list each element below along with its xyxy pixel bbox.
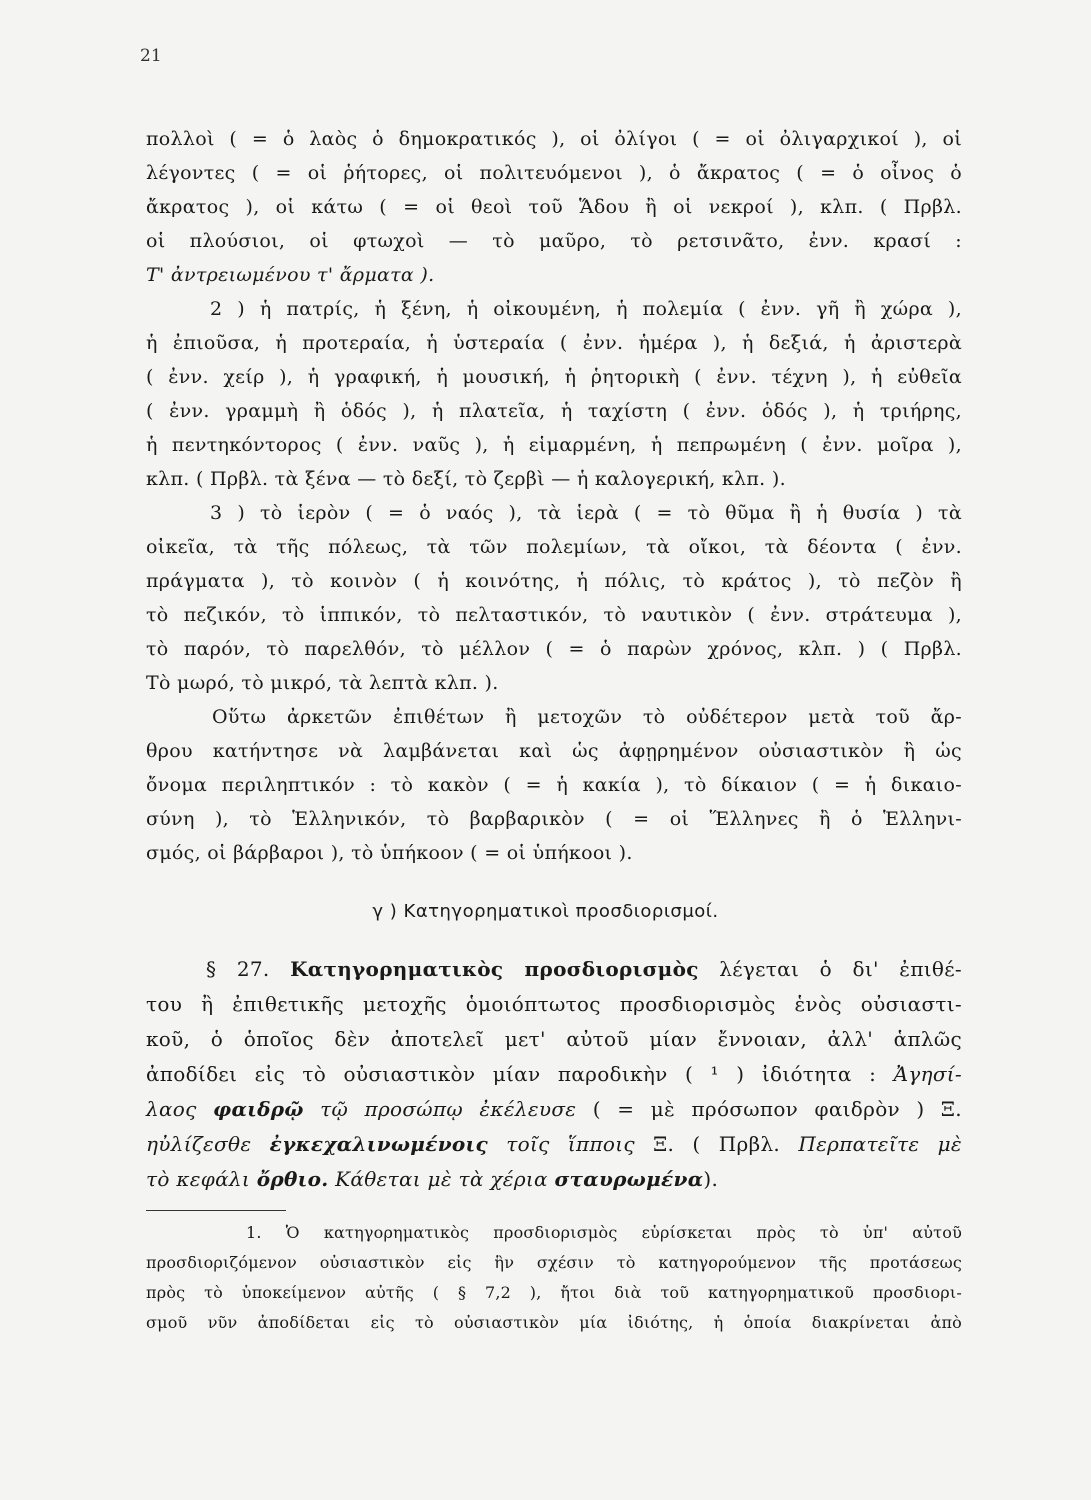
text-line: ἡ ἐπιοῦσα, ἡ προτεραία, ἡ ὑστεραία ( ἐνν. ἡμέρα ), ἡ δεξιά, ἡ ἀριστερὰ [146, 332, 962, 354]
text-line: οἱ πλούσιοι, οἱ φτωχοὶ — τὸ μαῦρο, τὸ ρετσινᾶτο, ἐνν. κρασί : [146, 230, 962, 252]
text-span: Κάθεται μὲ τὰ χέρια [335, 1167, 548, 1191]
text-line: του ἢ ἐπιθετικῆς μετοχῆς ὁμοιόπτωτος προσδιορισμὸς ἑνὸς οὐσιαστι- [146, 992, 962, 1016]
body-text [146, 122, 962, 870]
footnote-line: πρὸς τὸ ὑποκείμενον αὐτῆς ( § 7,2 ), ἤτοι διὰ τοῦ κατηγορηματικοῦ προσδιορι- [146, 1283, 962, 1302]
text-line: πράγματα ), τὸ κοινὸν ( ἡ κοινότης, ἡ πόλις, τὸ κράτος ), τὸ πεζὸν ἢ [146, 570, 962, 592]
text-span: τοῖς ἵπποις [506, 1132, 635, 1156]
footnote [146, 1218, 962, 1338]
text-line: Τ' ἀντρειωμένου τ' ἄρματα ). [146, 264, 435, 286]
text-line [146, 1162, 962, 1197]
text-line: πολλοὶ ( = ὁ λαὸς ὁ δημοκρατικός ), οἱ ὀλίγοι ( = οἱ ὀλιγαρχικοί ), οἱ [146, 128, 962, 150]
footnote-line: σμοῦ νῦν ἀποδίδεται εἰς τὸ οὐσιαστικὸν μία ἰδιότης, ἡ ὁποία διακρίνεται ἀπὸ [146, 1313, 962, 1332]
text-line: 2 ) ἡ πατρίς, ἡ ξένη, ἡ οἰκουμένη, ἡ πολεμία ( ἐνν. γῆ ἢ χώρα ), [210, 298, 962, 320]
text-line: κλπ. ( Πρβλ. τὰ ξένα — τὸ δεξί, τὸ ζερβὶ — ἡ καλογερική, κλπ. ). [146, 468, 786, 490]
page-number: 21 [140, 46, 162, 66]
text-span: τῷ προσώπῳ ἐκέλευσε [320, 1097, 577, 1121]
text-span: λέγεται ὁ δι' ἐπιθέ- [719, 957, 962, 981]
text-span: τὸ κεφάλι [146, 1167, 251, 1191]
text-line: Τὸ μωρό, τὸ μικρό, τὰ λεπτὰ κλπ. ). [146, 672, 499, 694]
text-line: ἄκρατος ), οἱ κάτω ( = οἱ θεοὶ τοῦ Ἅδου ἢ οἱ νεκροί ), κλπ. ( Πρβλ. [146, 196, 962, 218]
text-line: ὄνομα περιληπτικόν : τὸ κακὸν ( = ἡ κακία ), τὸ δίκαιον ( = ἡ δικαιο- [146, 774, 962, 796]
text-line: Οὕτω ἀρκετῶν ἐπιθέτων ἢ μετοχῶν τὸ οὐδέτερον μετὰ τοῦ ἄρ- [212, 706, 962, 728]
text-line: θρου κατήντησε νὰ λαμβάνεται καὶ ὡς ἀφῃρημένον οὐσιαστικὸν ἢ ὡς [146, 740, 962, 762]
text-span: ). [703, 1167, 719, 1191]
text-span: φαιδρῷ [213, 1097, 304, 1121]
text-line: κοῦ, ὁ ὁποῖος δὲν ἀποτελεῖ μετ' αὐτοῦ μίαν ἔννοιαν, ἀλλ' ἁπλῶς [146, 1027, 962, 1051]
text-span: ( = μὲ πρόσωπον φαιδρὸν ) Ξ. [592, 1097, 962, 1121]
text-line: τὸ παρόν, τὸ παρελθόν, τὸ μέλλον ( = ὁ παρὼν χρόνος, κλπ. ) ( Πρβλ. [146, 638, 962, 660]
text-line: σύνη ), τὸ Ἑλληνικόν, τὸ βαρβαρικὸν ( = οἱ Ἕλληνες ἢ ὁ Ἑλληνι- [146, 808, 962, 830]
text-span: Ξ. ( Πρβλ. [653, 1132, 781, 1156]
section-heading: γ ) Κατηγορηματικοὶ προσδιορισμοί. [372, 901, 719, 922]
footnote-line: 1. Ὁ κατηγορηματικὸς προσδιορισμὸς εὑρίσκεται πρὸς τὸ ὑπ' αὐτοῦ [246, 1223, 962, 1242]
text-span: ἐγκεχαλινωμένοις [269, 1132, 488, 1156]
text-line: ἡ πεντηκόντορος ( ἐνν. ναῦς ), ἡ εἱμαρμένη, ἡ πεπρωμένη ( ἐνν. μοῖρα ), [146, 434, 962, 456]
text-span: Ἀγησί- [893, 1062, 962, 1086]
text-line [146, 1057, 962, 1092]
text-span: ὄρθιο. [256, 1167, 329, 1191]
text-line: σμός, οἱ βάρβαροι ), τὸ ὑπήκοον ( = οἱ ὑπήκοοι ). [146, 842, 633, 864]
text-line: ( ἐνν. χείρ ), ἡ γραφική, ἡ μουσική, ἡ ῥητορικὴ ( ἐνν. τέχνη ), ἡ εὐθεῖα [146, 366, 962, 388]
text-span: ἀποδίδει εἰς τὸ οὐσιαστικὸν μίαν παροδικὴν ( ¹ ) ἰδιότητα : [146, 1062, 877, 1086]
text-line: ( ἐνν. γραμμὴ ἢ ὁδός ), ἡ πλατεῖα, ἡ ταχίστη ( ἐνν. ὁδός ), ἡ τριήρης, [146, 400, 962, 422]
text-line [146, 952, 962, 987]
footnote-divider [146, 1210, 286, 1211]
text-line: 3 ) τὸ ἱερὸν ( = ὁ ναός ), τὰ ἱερὰ ( = τὸ θῦμα ἢ ἡ θυσία ) τὰ [210, 502, 962, 524]
footnote-line: προσδιοριζόμενον οὐσιαστικὸν εἰς ἣν σχέσιν τὸ κατηγορούμενον τῆς προτάσεως [146, 1253, 962, 1272]
text-line: τὸ πεζικόν, τὸ ἱππικόν, τὸ πελταστικόν, τὸ ναυτικὸν ( ἐνν. στράτευμα ), [146, 604, 962, 626]
text-line [146, 1127, 962, 1162]
section-title: Κατηγορηματικὸς προσδιορισμὸς [290, 957, 699, 981]
text-span: λαος [146, 1097, 197, 1121]
text-line [146, 1092, 962, 1127]
text-span: ηὐλίζεσθε [146, 1132, 252, 1156]
text-line: οἰκεῖα, τὰ τῆς πόλεως, τὰ τῶν πολεμίων, τὰ οἴκοι, τὰ δέοντα ( ἐνν. [146, 536, 962, 558]
section-27 [146, 952, 962, 1197]
text-span: σταυρωμένα [554, 1167, 704, 1191]
text-span: Περπατεῖτε μὲ [798, 1132, 962, 1156]
section-mark: § 27. [206, 957, 270, 981]
text-line: λέγοντες ( = οἱ ῥήτορες, οἱ πολιτευόμενοι ), ὁ ἄκρατος ( = ὁ οἶνος ὁ [146, 162, 962, 184]
